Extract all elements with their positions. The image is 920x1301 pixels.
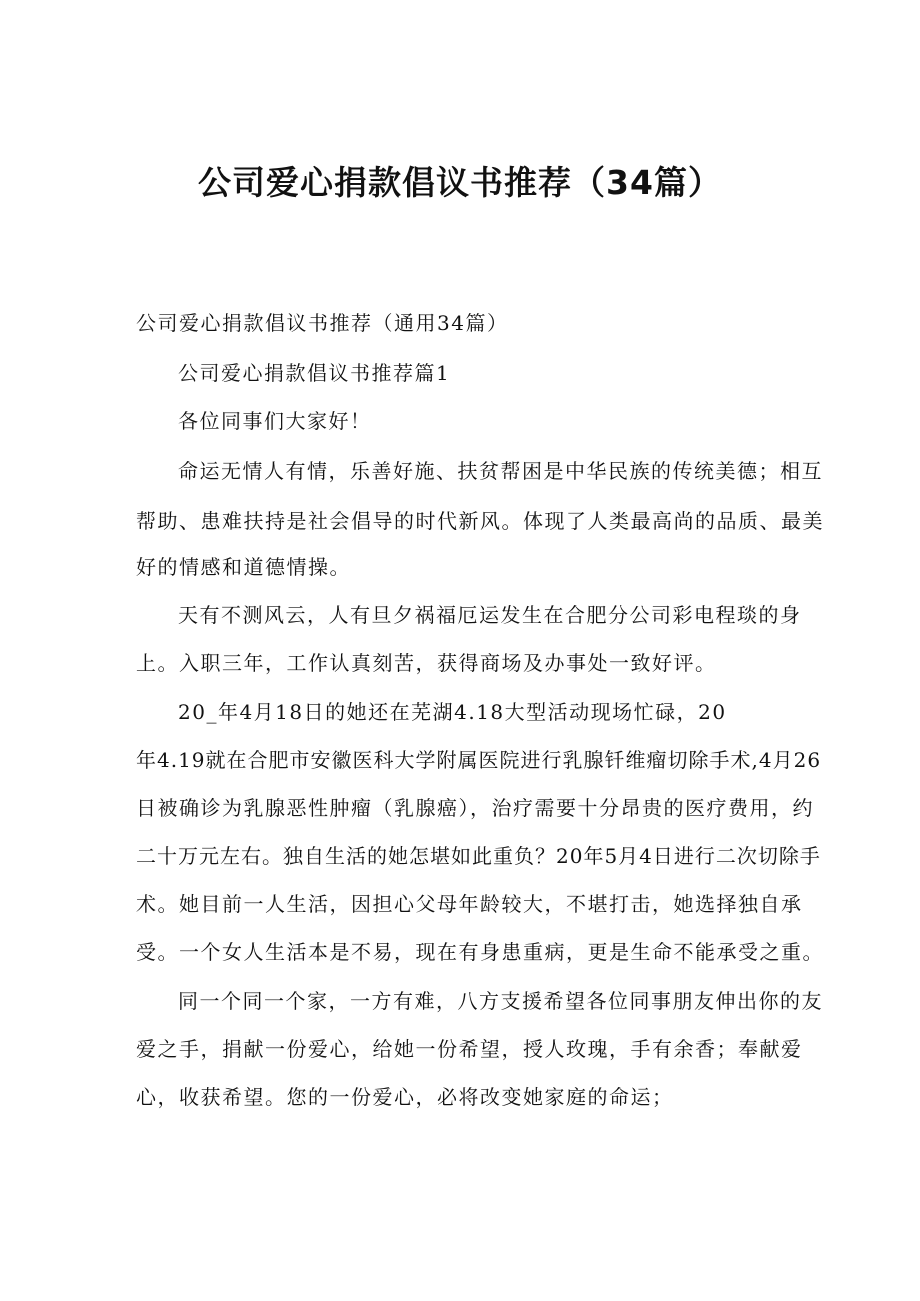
paragraph-3-line-5: 术。她目前一人生活，因担心父母年龄较大，不堪打击，她选择独自承: [136, 892, 803, 916]
paragraph-2-line-2: 上。入职三年，工作认真刻苦，获得商场及办事处一致好评。: [136, 651, 717, 675]
paragraph-3-line-4: 二十万元左右。独自生活的她怎堪如此重负？20年5月4日进行二次切除手: [136, 844, 821, 868]
paragraph-3-line-3: 日被确诊为乳腺恶性肿瘤（乳腺癌），治疗需要十分昂贵的医疗费用，约: [136, 796, 814, 820]
paragraph-4-line-1: 同一个同一个家，一方有难，八方支援希望各位同事朋友伸出你的友: [178, 989, 823, 1013]
subtitle-line: 公司爱心捐款倡议书推荐（通用34篇）: [136, 311, 509, 335]
paragraph-3-line-2: 年4.19就在合肥市安徽医科大学附属医院进行乳腺钎维瘤切除手术,4月26: [136, 748, 822, 772]
paragraph-1-line-1: 命运无情人有情，乐善好施、扶贫帮困是中华民族的传统美德；相互: [178, 459, 823, 483]
document-title: 公司爱心捐款倡议书推荐（34篇）: [198, 163, 722, 202]
paragraph-3-line-6: 受。一个女人生活本是不易，现在有身患重病，更是生命不能承受之重。: [136, 940, 824, 964]
paragraph-4-line-3: 心，收获希望。您的一份爱心，必将改变她家庭的命运；: [136, 1085, 674, 1109]
section-heading: 公司爱心捐款倡议书推荐篇1: [178, 361, 451, 385]
paragraph-1-line-3: 好的情感和道德情操。: [136, 555, 351, 579]
paragraph-1-line-2: 帮助、患难扶持是社会倡导的时代新风。体现了人类最高尚的品质、最美: [136, 509, 824, 533]
paragraph-2-line-1: 天有不测风云，人有旦夕祸福厄运发生在合肥分公司彩电程琰的身: [178, 603, 802, 627]
paragraph-3-line-1: 20_年4月18日的她还在芜湖4.18大型活动现场忙碌，20: [178, 700, 727, 724]
paragraph-4-line-2: 爱之手，捐献一份爱心，给她一份希望，授人玫瑰，手有余香；奉献爱: [136, 1037, 803, 1061]
greeting-line: 各位同事们大家好！: [178, 409, 372, 433]
